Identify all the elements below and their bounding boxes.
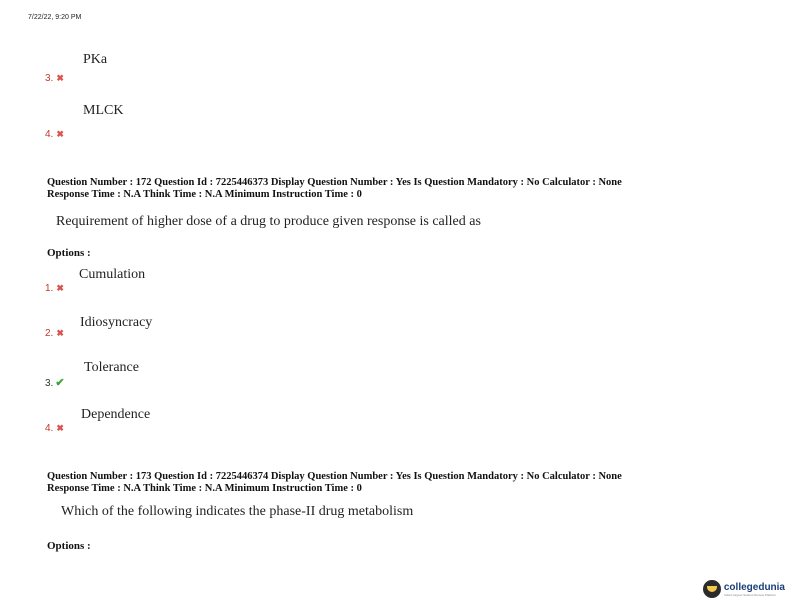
logo-name: collegedunia — [723, 581, 785, 593]
option-number: 4. — [45, 129, 54, 140]
cross-mark-icon: ✖ — [56, 129, 64, 139]
mascot-icon — [703, 580, 721, 598]
question-meta-line1: Question Number : 172 Question Id : 7225446373 Display Question Number : Yes Is Question Mandatory : No Calculator : None — [47, 177, 622, 188]
collegedunia-logo — [703, 575, 785, 603]
cross-mark-icon: ✖ — [56, 328, 64, 338]
option-text: Dependence — [81, 407, 151, 422]
options-label: Options : — [47, 247, 91, 259]
question-meta-line2: Response Time : N.A Think Time : N.A Minimum Instruction Time : 0 — [47, 189, 362, 200]
option-text: PKa — [83, 52, 108, 67]
cross-mark-icon: ✖ — [56, 423, 64, 433]
option-text: Cumulation — [79, 267, 146, 282]
option-marker — [45, 323, 64, 341]
option-number: 3. — [45, 378, 54, 389]
logo-text — [724, 582, 785, 597]
question-meta-line2: Response Time : N.A Think Time : N.A Minimum Instruction Time : 0 — [47, 483, 362, 494]
option-marker — [45, 68, 64, 86]
option-number: 4. — [45, 423, 54, 434]
option-marker — [45, 278, 64, 296]
logo-tagline: India's largest Student Review Platform — [723, 592, 777, 597]
question-meta — [47, 471, 747, 495]
check-mark-icon: ✔ — [55, 377, 65, 389]
cross-mark-icon: ✖ — [56, 283, 64, 293]
question-meta — [47, 177, 747, 201]
options-label: Options : — [47, 540, 91, 552]
option-text: MLCK — [83, 103, 124, 118]
option-number: 3. — [45, 73, 54, 84]
option-number: 1. — [45, 283, 54, 294]
question-meta-line1: Question Number : 173 Question Id : 7225446374 Display Question Number : Yes Is Question Mandatory : No Calculator : None — [47, 471, 622, 482]
option-text: Idiosyncracy — [80, 315, 153, 330]
question-text: Which of the following indicates the phase-II drug metabolism — [61, 504, 414, 519]
cross-mark-icon: ✖ — [56, 73, 64, 83]
option-marker — [45, 373, 65, 391]
option-marker — [45, 124, 64, 142]
option-text: Tolerance — [84, 360, 139, 375]
question-text: Requirement of higher dose of a drug to produce given response is called as — [56, 214, 481, 229]
print-timestamp: 7/22/22, 9:20 PM — [28, 14, 82, 21]
option-marker — [45, 418, 64, 436]
option-number: 2. — [45, 328, 54, 339]
